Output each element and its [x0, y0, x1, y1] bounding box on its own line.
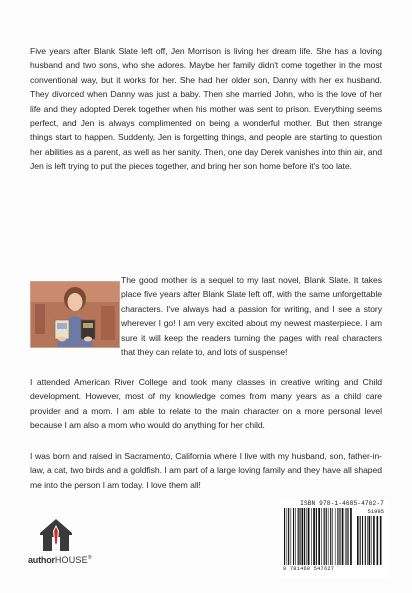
publisher-wordmark: authorHOUSE®: [28, 555, 92, 565]
isbn-number: ISBN 978-1-4685-4762-7: [300, 500, 384, 507]
author-intro-paragraph: The good mother is a sequel to my last novel, Blank Slate. It takes place five years after Blank Slate left off, with the same unforgettable characters. I've always had a passion for writing, and I see a story wherever I go! I am very excited about my newest masterpiece. I am sure it will keep the readers turning the pages with real characters that they can relate to, and lots of suspense!: [121, 275, 382, 358]
price-code: 51995: [367, 508, 384, 515]
isbn-barcode: [280, 500, 388, 578]
barcode-digits: 9 781468 547627: [283, 566, 335, 572]
authorhouse-house-pen-logo-icon: [36, 515, 76, 553]
synopsis-paragraph: Five years after Blank Slate left off, Jen Morrison is living her dream life. She has a loving husband and two sons, who she adores. Maybe her family didn't come together in the most conventional way, but it works for her. She had her older son, Danny with her ex husband. They divorced when Danny was just a baby. Then she married John, who is the love of her life and they adopted Derek together when his mother was sent to prison. Everything seems perfect, and Jen is always complimented on being a wonderful mother. But then strange things start to happen. Suddenly, Jen is forgetting things, and people are starting to question her abilities as a parent, as well as her sanity. Then, one day Derek vanishes into thin air, and Jen is left trying to put the pieces together, and bring her son home before it's too late.: [30, 46, 382, 172]
publisher-logo: [28, 515, 108, 575]
ean-13-barcode-icon: [283, 508, 383, 565]
author-bio-paragraph: I was born and raised in Sacramento, California where I live with my husband, son, father-in-law, a cat, two birds and a goldfish. I am part of a large loving family and they have all shaped me into the person I am today. I love them all!: [30, 451, 382, 490]
author-education-paragraph: I attended American River College and took many classes in creative writing and Child development. However, most of my knowledge comes from many years as a child care provider and a mom. I am able to relate to the main character on a more personal level because I am also a mom who would do anything for her child.: [30, 377, 382, 431]
author-photo: [30, 281, 120, 348]
